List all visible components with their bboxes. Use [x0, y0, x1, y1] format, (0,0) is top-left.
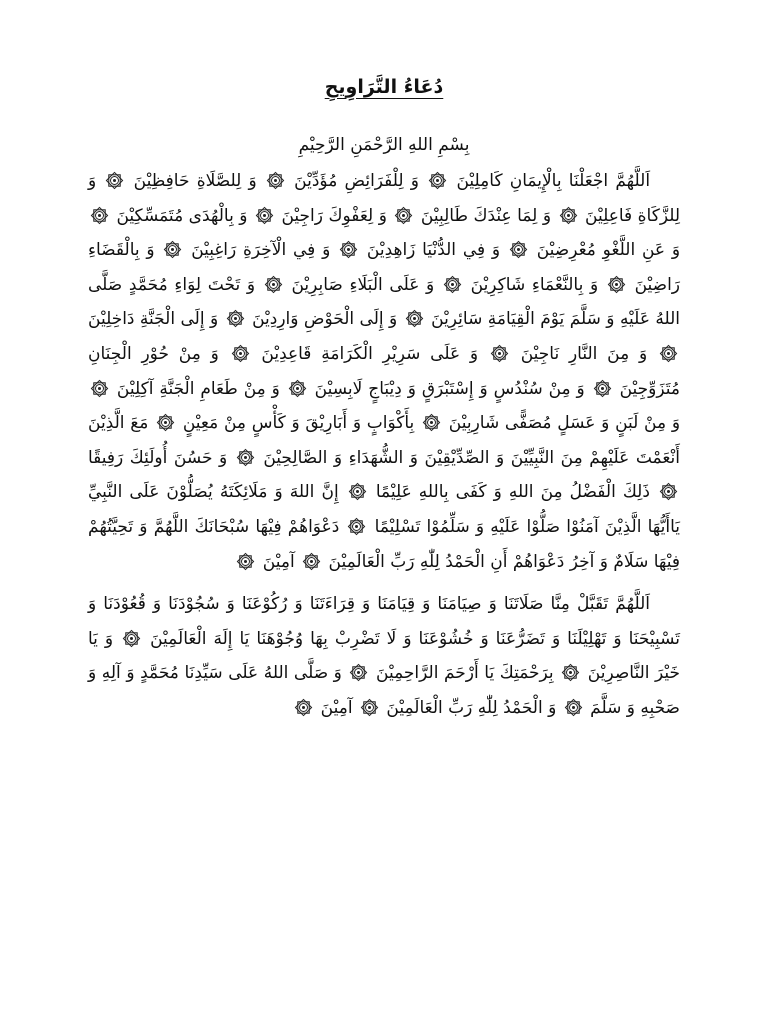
dua-phrase: وَ لِلزَّكَاةِ فَاعِلِيْنَ	[88, 171, 681, 226]
octagram-flower-icon	[90, 206, 109, 225]
octagram-flower-icon	[422, 413, 441, 432]
octagram-flower-icon	[255, 206, 274, 225]
dua-phrase: وَ لِلْفَرَائِضِ مُؤَدِّيْنَ	[294, 171, 420, 191]
octagram-flower-icon	[561, 663, 580, 682]
octagram-flower-icon	[302, 552, 321, 571]
dua-phrase: وَ إِلَى الْجَنَّةِ دَاخِلِيْنَ	[88, 309, 219, 330]
dua-phrase: ذَلِكَ الْفَضْلُ مِنَ اللهِ وَ كَفَى بِاللهِ عَلِيْمًا	[375, 482, 650, 503]
octagram-flower-icon	[443, 275, 462, 294]
octagram-flower-icon	[236, 448, 255, 467]
dua-phrase: وَ بِالنَّعْمَاءِ شَاكِرِيْنَ	[470, 274, 599, 295]
octagram-flower-icon	[659, 482, 678, 501]
octagram-flower-icon	[405, 309, 424, 328]
dua-phrase: وَ تَحْتَ لِوَاءِ مُحَمَّدٍ صَلَّى اللهُ عَلَيْهِ وَ سَلَّمَ يَوْمَ الْقِيَامَةِ سَائِرِيْنَ	[88, 274, 681, 330]
dua-phrase: وَ الْحَمْدُ لِلّٰهِ رَبِّ الْعَالَمِيْنَ	[386, 697, 557, 718]
dua-phrase: اَللَّهُمَّ اجْعَلْنَا بِالْإِيمَانِ كَامِلِيْنَ	[456, 171, 651, 191]
dua-phrase: وَ فِي الْآخِرَةِ رَاغِبِيْنَ	[191, 240, 331, 261]
octagram-flower-icon	[236, 552, 255, 571]
octagram-flower-icon	[122, 629, 141, 648]
document-title: دُعَاءُ التَّرَاوِيحِ	[324, 76, 444, 98]
dua-phrase: وَ لِمَا عِنْدَكَ طَالِبِيْنَ	[420, 205, 552, 226]
dua-phrase: وَ مِنْ لَبَنٍ وَ عَسَلٍ مُصَفًّى شَارِبِيْنَ	[448, 413, 681, 434]
octagram-flower-icon	[347, 517, 366, 536]
octagram-flower-icon	[659, 344, 678, 363]
octagram-flower-icon	[394, 206, 413, 225]
octagram-flower-icon	[288, 379, 307, 398]
dua-phrase: إِنَّ اللهَ وَ مَلَائِكَتَهُ يُصَلُّوْنَ عَلَى النَّبِيِّ يَاأَيُّهَا الَّذِيْنَ آمَنُوْا صَلُّوْا عَلَيْهِ وَ سَلِّمُوْا تَسْلِيْمًا	[88, 482, 680, 537]
dua-phrase: وَ مِنْ سُنْدُسٍ وَ إِسْتَبْرَقٍ وَ دِيْبَاجٍ لَابِسِيْنَ	[314, 378, 585, 399]
octagram-flower-icon	[226, 309, 245, 328]
dua-phrase: وَ لِلصَّلَاةِ حَافِظِيْنَ	[133, 171, 257, 191]
dua-phrase: وَ عَلَى الْبَلَاءِ صَابِرِيْنَ	[291, 274, 435, 295]
dua-phrase: وَ عَلَى سَرِيْرِ الْكَرَامَةِ قَاعِدِيْنَ	[261, 343, 479, 364]
dua-phrase: وَ بِالْهُدَى مُتَمَسِّكِيْنَ	[116, 205, 248, 226]
dua-phrase: وَ مِنْ حُوْرِ الْجِنَانِ مُتَزَوِّجِيْنَ	[88, 343, 680, 399]
dua-phrase: بِأَكْوَابٍ وَ أَبَارِيْقَ وَ كَأْسٍ مِنْ مَعِيْنٍ	[182, 413, 415, 434]
dua-phrase: وَ حَسُنَ أُولَئِكَ رَفِيقًا	[88, 447, 228, 468]
dua-phrase: بِرَحْمَتِكَ يَا أَرْحَمَ الرَّاحِمِيْنَ	[376, 663, 554, 684]
octagram-flower-icon	[349, 663, 368, 682]
octagram-flower-icon	[105, 171, 124, 190]
octagram-flower-icon	[163, 240, 182, 259]
dua-phrase: وَ صَلَّى اللهُ عَلَى سَيِّدِنَا مُحَمَّدٍ وَ آلِهِ وَ صَحْبِهِ وَ سَلَّمَ	[88, 663, 680, 718]
dua-paragraph	[88, 587, 680, 725]
dua-phrase: دَعْوَاهُمْ فِيْهَا سُبْحَانَكَ اللَّهُمَّ وَ تَحِيَّتُهُمْ فِيْهَا سَلَامٌ وَ آخِرُ دَعْوَاهُمْ أَنِ الْحَمْدُ لِلّٰهِ رَبِّ الْعَالَمِيْنَ	[88, 516, 680, 572]
dua-phrase: اَللَّهُمَّ تَقَبَّلْ مِنَّا صَلَاتَنَا وَ صِيَامَنَا وَ قِيَامَنَا وَ قِرَاءَتَنَا وَ رُكُوْعَنَا وَ سُجُوْدَنَا وَ قُعُوْدَنَا وَ تَسْبِيْحَنَا وَ تَهْلِيْلَنَا وَ تَضَرُّعَنَا وَ خُشُوْعَنَا وَ لَا تَضْرِبْ بِهَا وُجُوْهَنَا يَا إِلَهَ الْعَالَمِيْنَ	[88, 594, 681, 649]
octagram-flower-icon	[559, 206, 578, 225]
octagram-flower-icon	[231, 344, 250, 363]
dua-phrase: مَعَ الَّذِيْنَ أَنْعَمْتَ عَلَيْهِمْ مِنَ النَّبِيِّيْنَ وَ الصِّدِّيْقِيْنَ وَ الشُّهَدَاءِ وَ الصَّالِحِيْنَ	[88, 413, 681, 468]
octagram-flower-icon	[490, 344, 509, 363]
dua-phrase: آمِيْنَ	[320, 697, 353, 718]
document-page	[88, 70, 680, 984]
dua-phrase: وَ يَا خَيْرَ النَّاصِرِيْنَ	[88, 628, 681, 684]
dua-phrase: وَ مِنْ طَعَامِ الْجَنَّةِ آكِلِيْنَ	[116, 378, 280, 399]
octagram-flower-icon	[564, 698, 583, 717]
dua-phrase: وَ عَنِ اللَّغْوِ مُعْرِضِيْنَ	[536, 240, 681, 261]
octagram-flower-icon	[593, 379, 612, 398]
dua-paragraph	[88, 164, 680, 579]
octagram-flower-icon	[294, 698, 313, 717]
dua-phrase: وَ فِي الدُّنْيَا زَاهِدِيْنَ	[366, 240, 501, 261]
octagram-flower-icon	[607, 275, 626, 294]
dua-phrase: وَ بِالْقَضَاءِ رَاضِيْنَ	[88, 240, 681, 295]
dua-phrase: آمِيْنَ	[262, 551, 295, 572]
dua-phrase: وَ لِعَفْوِكَ رَاجِيْنَ	[281, 205, 387, 226]
document-body	[88, 164, 680, 726]
octagram-flower-icon	[348, 482, 367, 501]
octagram-flower-icon	[428, 171, 447, 190]
octagram-flower-icon	[339, 240, 358, 259]
dua-phrase: وَ إِلَى الْحَوْضِ وَارِدِيْنَ	[252, 309, 398, 330]
basmala: بِسْمِ اللهِ الرَّحْمَنِ الرَّحِيْمِ	[298, 135, 470, 155]
octagram-flower-icon	[156, 413, 175, 432]
octagram-flower-icon	[90, 379, 109, 398]
octagram-flower-icon	[264, 275, 283, 294]
dua-phrase: وَ مِنَ النَّارِ نَاجِيْنَ	[520, 343, 648, 364]
octagram-flower-icon	[266, 171, 285, 190]
octagram-flower-icon	[509, 240, 528, 259]
octagram-flower-icon	[360, 698, 379, 717]
